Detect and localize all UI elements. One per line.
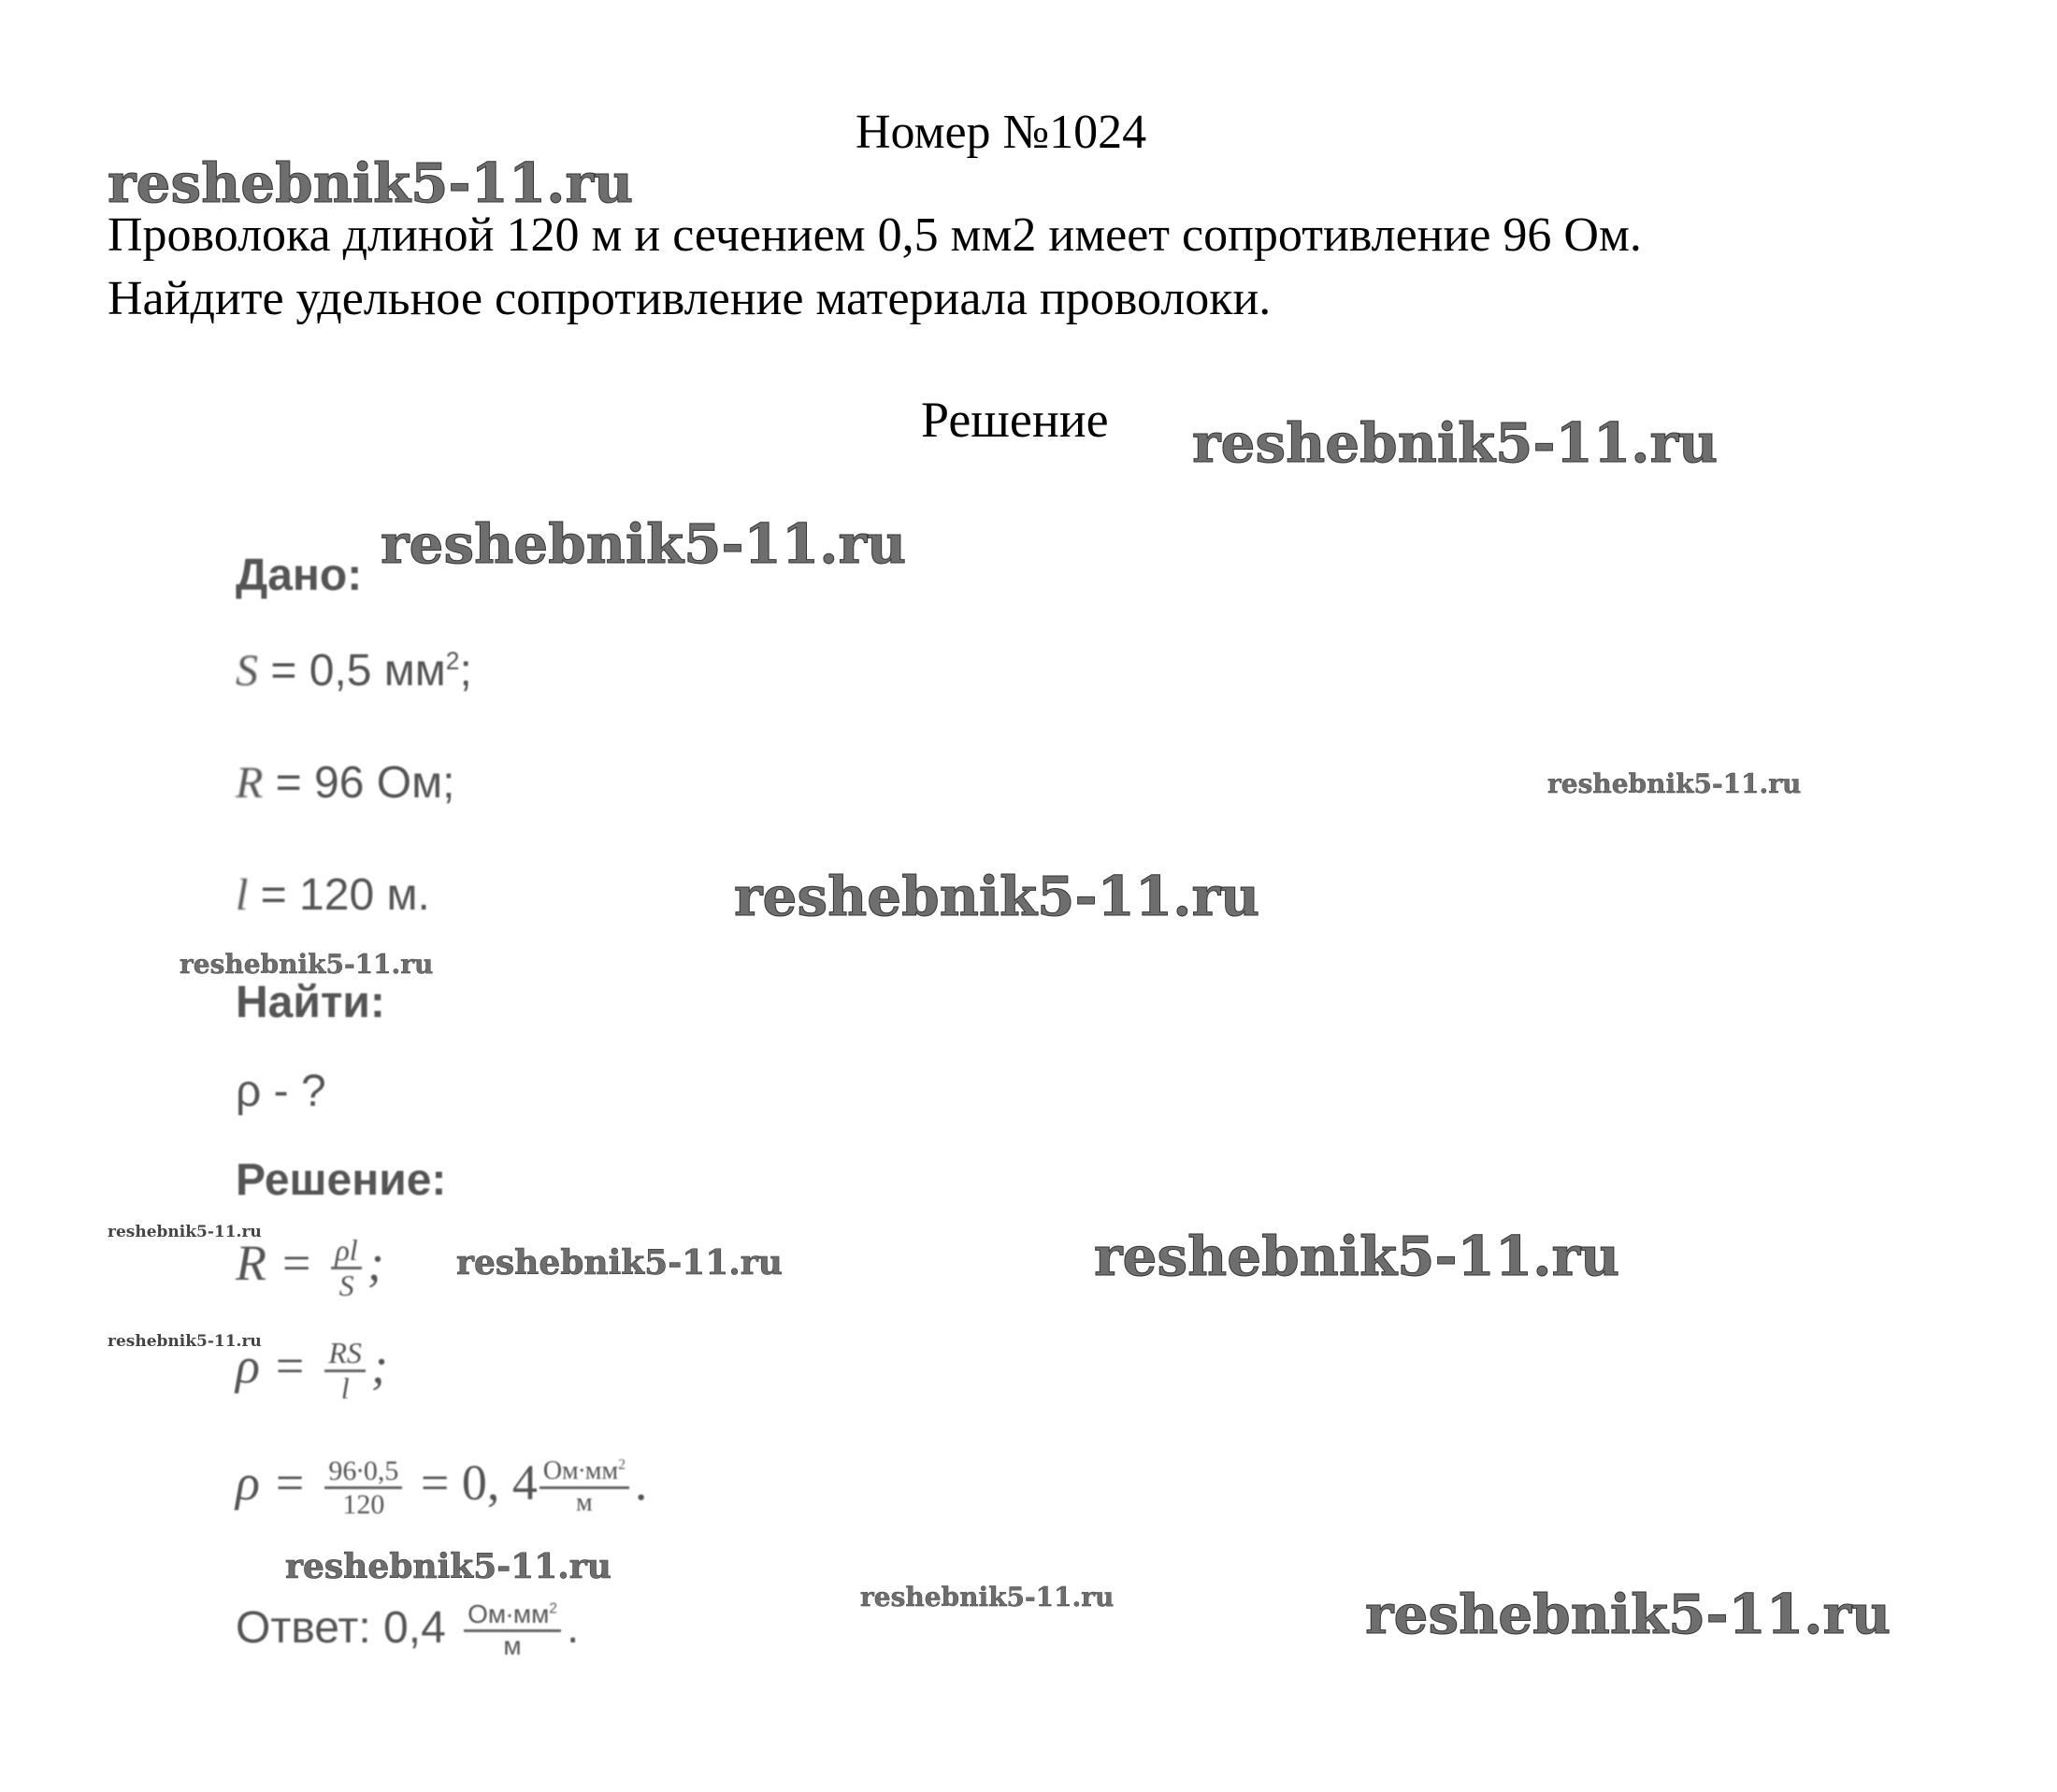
given-r-var: R — [236, 758, 264, 808]
formula-1-denominator: S — [338, 1269, 354, 1303]
given-l-value: = 120 м. — [248, 870, 430, 920]
formula-2-end: ; — [370, 1338, 388, 1395]
formula-1-end: ; — [367, 1235, 384, 1292]
watermark: reshebnik5-11.ru — [180, 949, 434, 980]
formula-3-unit-exp: 2 — [618, 1456, 626, 1473]
watermark: reshebnik5-11.ru — [456, 1243, 783, 1283]
given-l-var: l — [236, 870, 249, 920]
given-s-end: ; — [459, 646, 472, 695]
given-s-var: S — [236, 646, 258, 695]
formula-1-lhs: R = — [236, 1235, 313, 1292]
formula-3-unit-denominator: м — [576, 1488, 593, 1518]
answer-unit-num-text: Ом∙мм — [468, 1599, 550, 1628]
watermark: reshebnik5-11.ru — [108, 1332, 262, 1351]
formula-3 — [236, 1454, 647, 1520]
answer — [236, 1600, 579, 1661]
answer-unit-numerator — [464, 1600, 561, 1632]
watermark: reshebnik5-11.ru — [734, 865, 1260, 928]
watermark: reshebnik5-11.ru — [381, 512, 907, 576]
given-s-value: = 0,5 мм — [258, 646, 446, 695]
given-label: Дано: — [236, 551, 363, 600]
formula-3-denominator: 120 — [342, 1489, 385, 1521]
formula-3-end: . — [634, 1455, 648, 1511]
formula-3-unit-num-text: Ом∙мм — [542, 1456, 619, 1486]
given-s-exp: 2 — [445, 647, 460, 675]
formula-1 — [236, 1234, 384, 1302]
answer-label: Ответ: 0,4 — [236, 1602, 446, 1653]
find-label: Найти: — [236, 978, 385, 1027]
formula-1-numerator: ρl — [331, 1234, 361, 1269]
problem-line-1: Проволока длиной 120 м и сечением 0,5 мм2 имеет сопротивление 96 Ом. — [108, 208, 1642, 262]
formula-3-fraction — [324, 1455, 402, 1520]
problem-statement — [108, 204, 1978, 331]
solution-label: Решение: — [236, 1155, 447, 1205]
watermark: reshebnik5-11.ru — [860, 1582, 1115, 1613]
formula-2-denominator: l — [340, 1371, 350, 1406]
watermark: reshebnik5-11.ru — [1094, 1225, 1620, 1288]
answer-unit — [464, 1600, 561, 1661]
answer-unit-exp: 2 — [549, 1600, 557, 1617]
given-r — [236, 757, 454, 809]
formula-3-lhs: ρ = — [236, 1455, 307, 1511]
problem-line-2: Найдите удельное сопротивление материала проволоки. — [108, 272, 1272, 325]
answer-unit-denominator: м — [503, 1630, 522, 1660]
watermark: reshebnik5-11.ru — [285, 1547, 611, 1586]
watermark: reshebnik5-11.ru — [108, 1223, 262, 1241]
formula-2-fraction — [324, 1337, 366, 1405]
watermark: reshebnik5-11.ru — [1192, 411, 1719, 475]
given-s — [236, 645, 472, 696]
formula-3-numerator: 96∙0,5 — [324, 1455, 402, 1489]
given-l — [236, 869, 430, 921]
watermark: reshebnik5-11.ru — [1365, 1583, 1892, 1646]
formula-3-unit — [539, 1457, 629, 1518]
solution-heading: Решение — [921, 392, 1109, 448]
given-r-value: = 96 Ом; — [263, 758, 455, 808]
formula-3-unit-numerator — [539, 1457, 629, 1489]
find-item: ρ - ? — [236, 1067, 326, 1116]
page-title: Номер №1024 — [856, 106, 1147, 159]
formula-2-numerator: RS — [324, 1337, 366, 1372]
formula-1-fraction — [331, 1234, 361, 1302]
answer-end: . — [566, 1602, 580, 1653]
formula-3-result: = 0, 4 — [420, 1455, 538, 1511]
watermark: reshebnik5-11.ru — [1547, 768, 1802, 799]
formula-2-lhs: ρ = — [236, 1338, 307, 1395]
watermark: reshebnik5-11.ru — [108, 151, 634, 215]
